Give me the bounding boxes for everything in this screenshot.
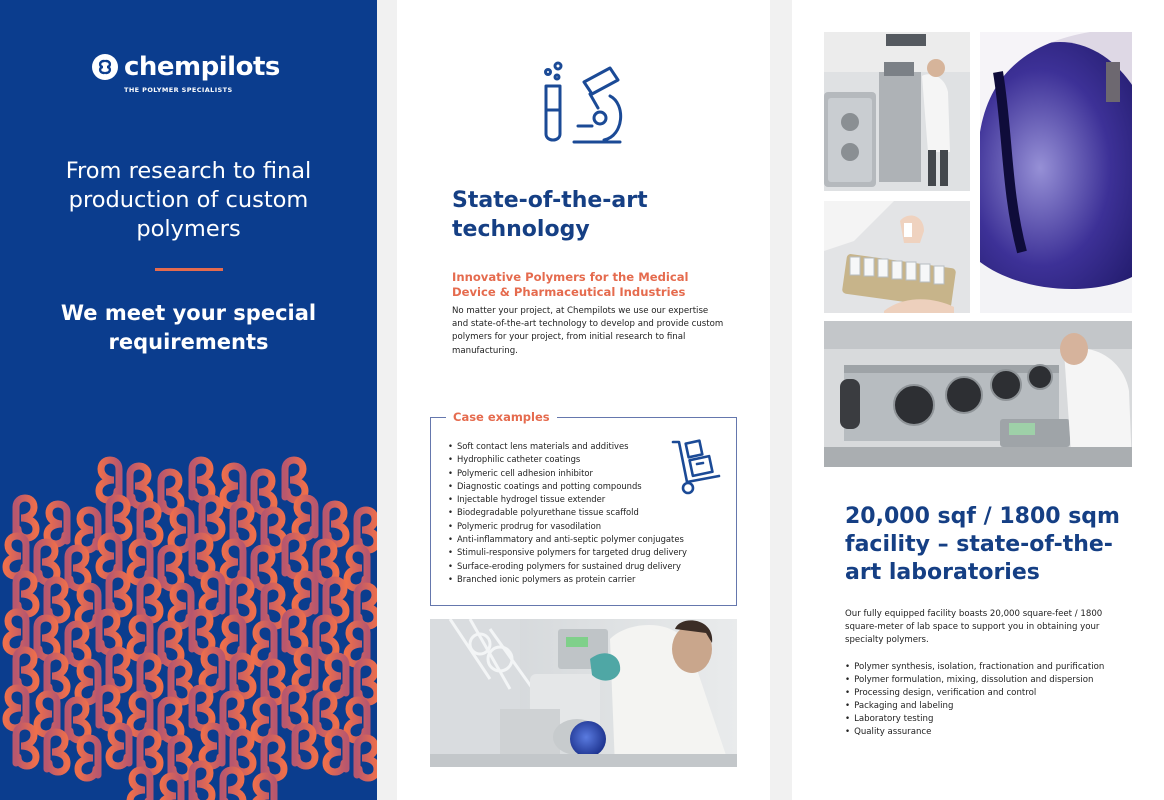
pattern-glyph xyxy=(264,510,284,550)
pattern-glyph xyxy=(254,472,274,512)
pattern-glyph xyxy=(37,694,57,734)
pattern-glyph xyxy=(326,656,346,696)
test-tube-microscope-icon xyxy=(544,60,624,150)
list-item: • Hydrophilic catheter coatings xyxy=(448,453,687,466)
pattern-glyph xyxy=(316,694,336,734)
pattern-glyph xyxy=(264,662,284,702)
list-item: • Biodegradable polyurethane tissue scaffold xyxy=(448,506,687,519)
pattern-glyph xyxy=(16,574,36,614)
list-item: • Anti-inflammatory and anti-septic polymer conjugates xyxy=(448,533,687,546)
pattern-glyph xyxy=(68,624,88,664)
list-item: • Stimuli-responsive polymers for targeted drug delivery xyxy=(448,546,687,559)
pattern-glyph xyxy=(254,776,274,800)
pattern-glyph xyxy=(161,548,181,588)
cover-headline: From research to final production of custom polymers xyxy=(65,158,312,242)
lab-photo-rotary-evaporator xyxy=(430,619,737,767)
lab-photo-production-line xyxy=(824,321,1132,467)
pattern-glyph xyxy=(47,732,67,772)
pattern-glyph xyxy=(347,624,367,664)
pattern-glyph xyxy=(326,580,346,620)
pattern-glyph xyxy=(295,650,315,690)
pattern-glyph xyxy=(357,738,377,778)
pattern-glyph xyxy=(285,536,305,576)
technology-panel xyxy=(397,0,770,800)
polymer-pattern-graphic xyxy=(0,455,377,800)
pattern-glyph xyxy=(171,662,191,702)
pattern-glyph xyxy=(140,656,160,696)
facility-services-list xyxy=(845,661,1104,740)
pattern-glyph xyxy=(78,738,98,778)
cover-tagline: We meet your special requirements xyxy=(60,301,317,354)
pattern-glyph xyxy=(16,650,36,690)
divider xyxy=(155,268,223,271)
pattern-glyph xyxy=(295,726,315,766)
brand-tagline: THE POLYMER SPECIALISTS xyxy=(124,86,233,94)
pattern-glyph xyxy=(202,498,222,538)
pattern-glyph xyxy=(47,580,67,620)
pattern-glyph xyxy=(233,504,253,544)
pattern-glyph xyxy=(254,700,274,740)
photo-purple-polymer xyxy=(980,32,1132,313)
pattern-glyph xyxy=(223,466,243,506)
pattern-glyph xyxy=(99,536,119,576)
list-item: • Polymer synthesis, isolation, fractionation and purification xyxy=(845,661,1104,674)
list-item: • Laboratory testing xyxy=(845,713,1104,726)
pattern-glyph xyxy=(254,548,274,588)
case-examples-title: Case examples xyxy=(446,410,557,424)
pattern-glyph xyxy=(140,504,160,544)
pattern-glyph xyxy=(192,612,212,652)
pattern-glyph xyxy=(295,574,315,614)
technology-body: No matter your project, at Chempilots we use our expertise and state-of-the-art technology to develop and provide custom polymers for your project, from initial research to final manufacturing. xyxy=(452,306,724,356)
pattern-glyph xyxy=(202,650,222,690)
pattern-glyph xyxy=(254,624,274,664)
pattern-glyph xyxy=(233,656,253,696)
pattern-glyph xyxy=(316,542,336,582)
pattern-glyph xyxy=(109,726,129,766)
pattern-glyph xyxy=(161,624,181,664)
pattern-glyph xyxy=(109,574,129,614)
brand-name: chempilots xyxy=(124,52,280,82)
pattern-glyph xyxy=(285,612,305,652)
pattern-glyph xyxy=(109,498,129,538)
list-item: • Branched ionic polymers as protein carrier xyxy=(448,573,687,586)
list-item: • Soft contact lens materials and additives xyxy=(448,440,687,453)
hand-truck-boxes-icon xyxy=(671,438,723,496)
facility-body: Our fully equipped facility boasts 20,000 square-feet / 1800 square-meter of lab space to support you in obtaining your specialty polymers. xyxy=(845,609,1103,646)
pattern-glyph xyxy=(264,738,284,778)
pattern-glyph xyxy=(37,542,57,582)
technology-subtitle: Innovative Polymers for the Medical Device & Pharmaceutical Industries xyxy=(452,270,689,299)
pattern-glyph xyxy=(285,460,305,500)
list-item: • Quality assurance xyxy=(845,726,1104,739)
pattern-glyph xyxy=(161,776,181,800)
pattern-glyph xyxy=(192,688,212,728)
pattern-glyph xyxy=(171,586,191,626)
pattern-glyph xyxy=(130,466,150,506)
pattern-glyph xyxy=(68,700,88,740)
lab-photo-vials xyxy=(824,201,970,313)
pattern-glyph xyxy=(285,688,305,728)
pattern-glyph xyxy=(161,700,181,740)
case-examples-list xyxy=(448,440,687,586)
list-item: • Surface-eroding polymers for sustained drug delivery xyxy=(448,560,687,573)
pattern-glyph xyxy=(37,618,57,658)
pattern-glyph xyxy=(130,618,150,658)
pattern-glyph xyxy=(357,662,377,702)
pattern-glyph xyxy=(223,694,243,734)
pattern-glyph xyxy=(16,726,36,766)
pattern-glyph xyxy=(295,498,315,538)
pattern-glyph xyxy=(47,656,67,696)
pattern-glyph xyxy=(130,542,150,582)
cover-panel xyxy=(0,0,377,800)
pattern-glyph xyxy=(357,510,377,550)
pattern-glyph xyxy=(78,662,98,702)
pattern-glyph xyxy=(347,700,367,740)
pattern-glyph xyxy=(130,770,150,800)
case-examples-box xyxy=(430,410,737,606)
pattern-glyph xyxy=(233,580,253,620)
list-item: • Polymeric prodrug for vasodilation xyxy=(448,520,687,533)
list-item: • Packaging and labeling xyxy=(845,700,1104,713)
pattern-glyph xyxy=(192,764,212,800)
list-item: • Injectable hydrogel tissue extender xyxy=(448,493,687,506)
pattern-glyph xyxy=(6,536,26,576)
pattern-glyph xyxy=(6,688,26,728)
pattern-glyph xyxy=(223,542,243,582)
pattern-glyph xyxy=(140,732,160,772)
brand-logo xyxy=(92,52,280,82)
pattern-glyph xyxy=(109,650,129,690)
pattern-glyph xyxy=(192,460,212,500)
pattern-glyph xyxy=(99,688,119,728)
pattern-glyph xyxy=(171,738,191,778)
pattern-glyph xyxy=(99,612,119,652)
pattern-glyph xyxy=(171,510,191,550)
lab-photo-reactor xyxy=(824,32,970,191)
facility-panel xyxy=(792,0,1164,800)
pattern-glyph xyxy=(6,612,26,652)
pattern-glyph xyxy=(161,472,181,512)
pattern-glyph xyxy=(326,732,346,772)
chempilots-logo-icon xyxy=(92,54,118,80)
pattern-glyph xyxy=(130,694,150,734)
pattern-glyph xyxy=(316,618,336,658)
pattern-glyph xyxy=(68,548,88,588)
pattern-glyph xyxy=(140,580,160,620)
pattern-glyph xyxy=(357,586,377,626)
list-item: • Polymer formulation, mixing, dissolution and dispersion xyxy=(845,674,1104,687)
technology-title: State-of-the-art technology xyxy=(452,188,648,242)
list-item: • Polymeric cell adhesion inhibitor xyxy=(448,467,687,480)
pattern-glyph xyxy=(223,770,243,800)
pattern-glyph xyxy=(202,574,222,614)
pattern-glyph xyxy=(326,504,346,544)
pattern-glyph xyxy=(202,726,222,766)
list-item: • Diagnostic coatings and potting compounds xyxy=(448,480,687,493)
pattern-glyph xyxy=(264,586,284,626)
pattern-glyph xyxy=(78,510,98,550)
pattern-glyph xyxy=(99,460,119,500)
list-item: • Processing design, verification and control xyxy=(845,687,1104,700)
pattern-glyph xyxy=(47,504,67,544)
pattern-glyph xyxy=(223,618,243,658)
facility-title: 20,000 sqf / 1800 sqm facility – state-of-the-art laboratories xyxy=(845,504,1120,585)
pattern-glyph xyxy=(192,536,212,576)
pattern-glyph xyxy=(16,498,36,538)
pattern-glyph xyxy=(78,586,98,626)
pattern-glyph xyxy=(233,732,253,772)
pattern-glyph xyxy=(347,548,367,588)
